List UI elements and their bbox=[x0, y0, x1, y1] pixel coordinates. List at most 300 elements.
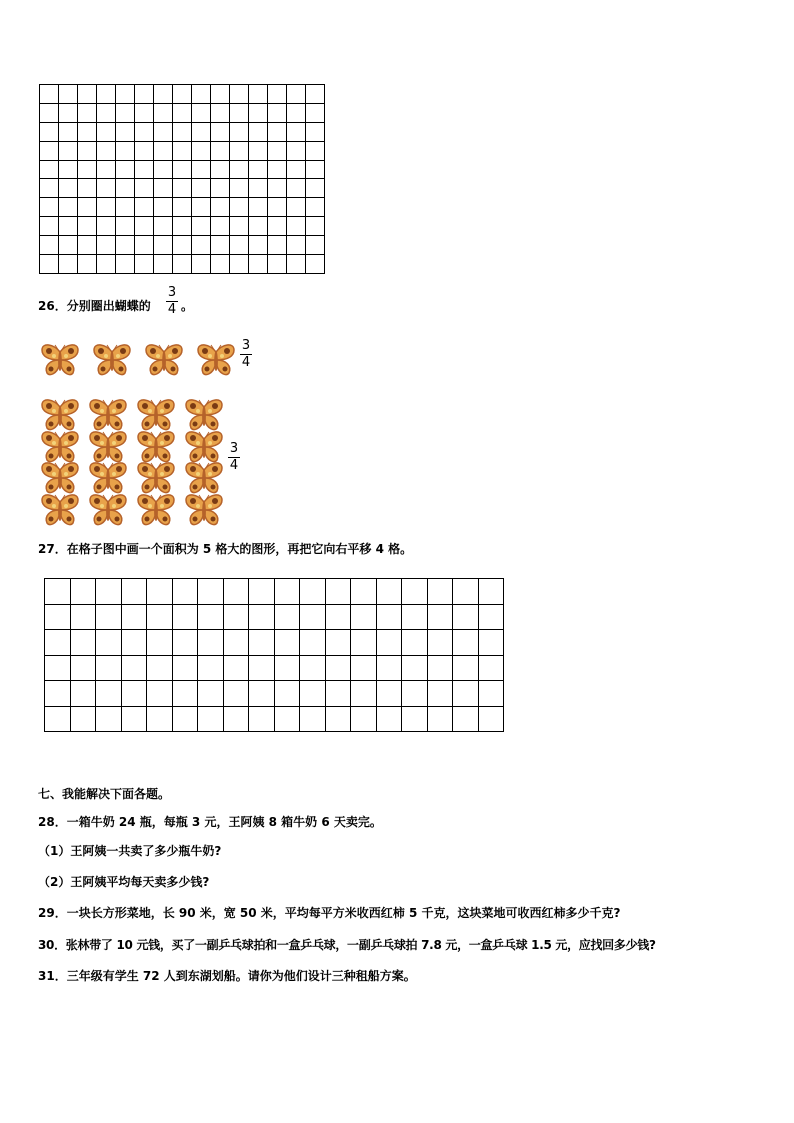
grid-cell bbox=[274, 604, 300, 630]
grid-cell bbox=[249, 85, 268, 104]
grid-cell bbox=[96, 630, 122, 656]
grid-cell bbox=[427, 579, 453, 605]
butterfly-group-2-fraction: 3 4 bbox=[229, 441, 239, 473]
grid-cell bbox=[306, 122, 325, 141]
grid-cell bbox=[173, 198, 192, 217]
grid-cell bbox=[59, 103, 78, 122]
grid-cell bbox=[173, 217, 192, 236]
grid-cell bbox=[300, 630, 326, 656]
grid-cell bbox=[306, 103, 325, 122]
grid-cell bbox=[78, 217, 97, 236]
grid-cell bbox=[192, 236, 211, 255]
grid-cell bbox=[268, 122, 287, 141]
grid-cell bbox=[287, 217, 306, 236]
grid-cell bbox=[173, 160, 192, 179]
grid-cell bbox=[402, 655, 428, 681]
grid-cell bbox=[135, 141, 154, 160]
grid-cell bbox=[121, 579, 147, 605]
grid-cell bbox=[230, 103, 249, 122]
grid-cell bbox=[154, 198, 173, 217]
grid-cell bbox=[173, 236, 192, 255]
grid-cell bbox=[325, 681, 351, 707]
grid-row bbox=[45, 706, 504, 732]
grid-cell bbox=[306, 160, 325, 179]
grid-cell bbox=[40, 179, 59, 198]
grid-cell bbox=[78, 255, 97, 274]
butterfly-icon bbox=[184, 492, 224, 528]
grid-cell bbox=[274, 681, 300, 707]
grid-cell bbox=[351, 681, 377, 707]
grid-cell bbox=[268, 255, 287, 274]
grid-cell bbox=[45, 681, 71, 707]
grid-cell bbox=[287, 122, 306, 141]
grid-cell bbox=[59, 141, 78, 160]
grid-cell bbox=[249, 630, 275, 656]
drawing-grid-top bbox=[39, 84, 325, 274]
grid-cell bbox=[453, 706, 479, 732]
grid-cell bbox=[116, 198, 135, 217]
grid-cell bbox=[59, 255, 78, 274]
grid-cell bbox=[97, 141, 116, 160]
grid-cell bbox=[70, 706, 96, 732]
grid-cell bbox=[154, 160, 173, 179]
grid-cell bbox=[40, 141, 59, 160]
grid-cell bbox=[198, 630, 224, 656]
question-30: 30．张林带了 10 元钱，买了一副乒乓球拍和一盒乒乓球，一副乒乓球拍 7.8 元，一盒乒乓球 1.5 元，应找回多少钱? bbox=[38, 938, 656, 952]
grid-cell bbox=[402, 681, 428, 707]
grid-cell bbox=[96, 655, 122, 681]
grid-cell bbox=[135, 198, 154, 217]
grid-cell bbox=[306, 217, 325, 236]
grid-cell bbox=[287, 85, 306, 104]
grid-cell bbox=[172, 630, 198, 656]
grid-cell bbox=[211, 198, 230, 217]
grid-cell bbox=[249, 103, 268, 122]
grid-cell bbox=[116, 217, 135, 236]
grid-row bbox=[40, 141, 325, 160]
grid-cell bbox=[268, 103, 287, 122]
grid-cell bbox=[173, 179, 192, 198]
grid-cell bbox=[40, 217, 59, 236]
grid-cell bbox=[40, 236, 59, 255]
grid-cell bbox=[427, 681, 453, 707]
grid-cell bbox=[172, 706, 198, 732]
grid-cell bbox=[223, 706, 249, 732]
grid-cell bbox=[376, 630, 402, 656]
question-26 bbox=[38, 298, 151, 314]
grid-cell bbox=[96, 604, 122, 630]
grid-cell bbox=[249, 236, 268, 255]
grid-cell bbox=[478, 630, 504, 656]
grid-cell bbox=[402, 706, 428, 732]
grid-row bbox=[40, 236, 325, 255]
grid-cell bbox=[198, 579, 224, 605]
grid-cell bbox=[249, 681, 275, 707]
grid-cell bbox=[230, 198, 249, 217]
grid-cell bbox=[45, 706, 71, 732]
grid-cell bbox=[78, 179, 97, 198]
grid-cell bbox=[40, 103, 59, 122]
drawing-grid-bottom bbox=[44, 578, 504, 732]
grid-cell bbox=[287, 179, 306, 198]
grid-row bbox=[40, 179, 325, 198]
grid-cell bbox=[287, 236, 306, 255]
grid-cell bbox=[96, 579, 122, 605]
grid-cell bbox=[135, 103, 154, 122]
butterfly-icon bbox=[92, 342, 132, 378]
grid-cell bbox=[287, 103, 306, 122]
grid-cell bbox=[453, 604, 479, 630]
grid-cell bbox=[116, 85, 135, 104]
grid-cell bbox=[325, 706, 351, 732]
grid-cell bbox=[192, 85, 211, 104]
grid-cell bbox=[306, 236, 325, 255]
grid-cell bbox=[135, 236, 154, 255]
grid-cell bbox=[351, 706, 377, 732]
grid-cell bbox=[249, 122, 268, 141]
grid-cell bbox=[427, 706, 453, 732]
grid-cell bbox=[135, 160, 154, 179]
grid-cell bbox=[402, 630, 428, 656]
grid-row bbox=[40, 85, 325, 104]
grid-cell bbox=[249, 160, 268, 179]
grid-cell bbox=[478, 681, 504, 707]
grid-cell bbox=[211, 217, 230, 236]
grid-row bbox=[40, 217, 325, 236]
grid-cell bbox=[121, 604, 147, 630]
question-28: 28．一箱牛奶 24 瓶，每瓶 3 元，王阿姨 8 箱牛奶 6 天卖完。 bbox=[38, 815, 382, 829]
grid-cell bbox=[135, 85, 154, 104]
grid-cell bbox=[376, 604, 402, 630]
fraction-denominator: 4 bbox=[167, 302, 177, 317]
grid-cell bbox=[70, 604, 96, 630]
grid-cell bbox=[59, 179, 78, 198]
grid-cell bbox=[59, 85, 78, 104]
grid-cell bbox=[154, 236, 173, 255]
grid-cell bbox=[427, 604, 453, 630]
grid-cell bbox=[147, 655, 173, 681]
grid-row bbox=[45, 579, 504, 605]
grid-cell bbox=[97, 122, 116, 141]
grid-cell bbox=[453, 630, 479, 656]
grid-cell bbox=[59, 122, 78, 141]
grid-cell bbox=[78, 236, 97, 255]
grid-cell bbox=[40, 85, 59, 104]
grid-cell bbox=[116, 255, 135, 274]
grid-cell bbox=[325, 604, 351, 630]
grid-cell bbox=[211, 122, 230, 141]
grid-cell bbox=[173, 122, 192, 141]
grid-cell bbox=[478, 604, 504, 630]
grid-cell bbox=[192, 103, 211, 122]
grid-cell bbox=[172, 681, 198, 707]
grid-cell bbox=[249, 217, 268, 236]
grid-cell bbox=[325, 655, 351, 681]
grid-cell bbox=[97, 217, 116, 236]
grid-cell bbox=[40, 198, 59, 217]
grid-cell bbox=[249, 706, 275, 732]
grid-cell bbox=[135, 179, 154, 198]
grid-cell bbox=[230, 179, 249, 198]
grid-cell bbox=[287, 160, 306, 179]
grid-cell bbox=[147, 681, 173, 707]
grid-cell bbox=[198, 681, 224, 707]
grid-cell bbox=[211, 236, 230, 255]
grid-cell bbox=[211, 85, 230, 104]
grid-cell bbox=[306, 85, 325, 104]
grid-cell bbox=[230, 236, 249, 255]
butterfly-icon bbox=[40, 342, 80, 378]
grid-cell bbox=[230, 255, 249, 274]
grid-cell bbox=[287, 141, 306, 160]
grid-cell bbox=[192, 160, 211, 179]
grid-cell bbox=[116, 141, 135, 160]
question-26-tail: 。 bbox=[181, 299, 194, 313]
grid-cell bbox=[211, 141, 230, 160]
grid-cell bbox=[173, 255, 192, 274]
grid-cell bbox=[230, 122, 249, 141]
grid-cell bbox=[70, 681, 96, 707]
question-26-fraction bbox=[166, 286, 178, 317]
grid-cell bbox=[306, 179, 325, 198]
grid-row bbox=[40, 122, 325, 141]
grid-cell bbox=[268, 179, 287, 198]
grid-cell bbox=[154, 141, 173, 160]
grid-cell bbox=[173, 103, 192, 122]
grid-cell bbox=[173, 141, 192, 160]
grid-cell bbox=[351, 630, 377, 656]
grid-cell bbox=[121, 630, 147, 656]
grid-cell bbox=[97, 198, 116, 217]
butterfly-icon bbox=[40, 492, 80, 528]
grid-cell bbox=[351, 604, 377, 630]
grid-cell bbox=[306, 198, 325, 217]
grid-cell bbox=[147, 579, 173, 605]
grid-cell bbox=[249, 604, 275, 630]
grid-cell bbox=[97, 179, 116, 198]
grid-cell bbox=[45, 655, 71, 681]
grid-cell bbox=[268, 198, 287, 217]
grid-cell bbox=[97, 236, 116, 255]
grid-cell bbox=[306, 141, 325, 160]
grid-cell bbox=[274, 706, 300, 732]
butterfly-icon bbox=[88, 492, 128, 528]
butterfly-icon bbox=[136, 492, 176, 528]
grid-cell bbox=[173, 85, 192, 104]
grid-cell bbox=[351, 579, 377, 605]
grid-cell bbox=[154, 179, 173, 198]
grid-cell bbox=[121, 655, 147, 681]
grid-cell bbox=[211, 255, 230, 274]
grid-cell bbox=[402, 604, 428, 630]
grid-cell bbox=[211, 179, 230, 198]
grid-cell bbox=[45, 579, 71, 605]
grid-cell bbox=[121, 681, 147, 707]
grid-cell bbox=[78, 122, 97, 141]
grid-cell bbox=[249, 179, 268, 198]
grid-cell bbox=[40, 122, 59, 141]
grid-row bbox=[40, 160, 325, 179]
grid-cell bbox=[306, 255, 325, 274]
grid-cell bbox=[230, 160, 249, 179]
grid-cell bbox=[268, 160, 287, 179]
butterfly-icon bbox=[144, 342, 184, 378]
grid-cell bbox=[70, 655, 96, 681]
grid-cell bbox=[192, 179, 211, 198]
grid-cell bbox=[268, 141, 287, 160]
grid-cell bbox=[223, 604, 249, 630]
grid-cell bbox=[249, 141, 268, 160]
grid-cell bbox=[154, 85, 173, 104]
grid-cell bbox=[78, 141, 97, 160]
grid-cell bbox=[192, 255, 211, 274]
grid-cell bbox=[172, 655, 198, 681]
grid-cell bbox=[172, 604, 198, 630]
grid-cell bbox=[376, 681, 402, 707]
grid-cell bbox=[223, 655, 249, 681]
grid-cell bbox=[249, 579, 275, 605]
grid-cell bbox=[154, 122, 173, 141]
grid-cell bbox=[116, 179, 135, 198]
grid-cell bbox=[97, 85, 116, 104]
grid-cell bbox=[59, 217, 78, 236]
grid-cell bbox=[198, 655, 224, 681]
question-28-part-2: （2）王阿姨平均每天卖多少钱? bbox=[38, 875, 210, 889]
question-29: 29．一块长方形菜地，长 90 米，宽 50 米，平均每平方米收西红柿 5 千克，这块菜地可收西红柿多少千克? bbox=[38, 906, 621, 920]
grid-cell bbox=[97, 103, 116, 122]
grid-cell bbox=[274, 579, 300, 605]
grid-cell bbox=[96, 706, 122, 732]
grid-cell bbox=[478, 706, 504, 732]
question-26-text: 26．分别圈出蝴蝶的 bbox=[38, 299, 151, 313]
grid-cell bbox=[453, 579, 479, 605]
grid-cell bbox=[453, 655, 479, 681]
grid-cell bbox=[59, 236, 78, 255]
grid-cell bbox=[249, 655, 275, 681]
grid-cell bbox=[147, 604, 173, 630]
grid-row bbox=[45, 604, 504, 630]
grid-cell bbox=[427, 655, 453, 681]
grid-cell bbox=[300, 655, 326, 681]
grid-cell bbox=[97, 160, 116, 179]
grid-row bbox=[45, 655, 504, 681]
grid-row bbox=[40, 103, 325, 122]
grid-cell bbox=[274, 630, 300, 656]
grid-row bbox=[40, 198, 325, 217]
section-7-title: 七、我能解决下面各题。 bbox=[38, 787, 171, 801]
grid-cell bbox=[78, 160, 97, 179]
question-27: 27．在格子图中画一个面积为 5 格大的图形，再把它向右平移 4 格。 bbox=[38, 542, 413, 556]
grid-cell bbox=[116, 122, 135, 141]
grid-cell bbox=[287, 198, 306, 217]
grid-cell bbox=[172, 579, 198, 605]
grid-cell bbox=[230, 217, 249, 236]
grid-cell bbox=[70, 630, 96, 656]
grid-cell bbox=[78, 198, 97, 217]
question-28-part-1: （1）王阿姨一共卖了多少瓶牛奶? bbox=[38, 844, 222, 858]
grid-cell bbox=[268, 85, 287, 104]
grid-cell bbox=[300, 681, 326, 707]
grid-cell bbox=[192, 198, 211, 217]
grid-cell bbox=[230, 85, 249, 104]
grid-cell bbox=[192, 122, 211, 141]
grid-cell bbox=[121, 706, 147, 732]
grid-cell bbox=[287, 255, 306, 274]
grid-cell bbox=[325, 630, 351, 656]
grid-cell bbox=[116, 160, 135, 179]
grid-cell bbox=[300, 706, 326, 732]
grid-cell bbox=[376, 579, 402, 605]
grid-cell bbox=[351, 655, 377, 681]
grid-cell bbox=[135, 217, 154, 236]
grid-cell bbox=[300, 604, 326, 630]
grid-cell bbox=[116, 236, 135, 255]
grid-cell bbox=[198, 706, 224, 732]
grid-cell bbox=[300, 579, 326, 605]
grid-cell bbox=[376, 655, 402, 681]
grid-cell bbox=[154, 103, 173, 122]
grid-cell bbox=[147, 630, 173, 656]
grid-cell bbox=[427, 630, 453, 656]
grid-cell bbox=[147, 706, 173, 732]
grid-cell bbox=[376, 706, 402, 732]
grid-cell bbox=[97, 255, 116, 274]
grid-cell bbox=[223, 630, 249, 656]
grid-row bbox=[40, 255, 325, 274]
grid-cell bbox=[116, 103, 135, 122]
grid-cell bbox=[230, 141, 249, 160]
grid-row bbox=[45, 681, 504, 707]
question-31: 31．三年级有学生 72 人到东湖划船。请你为他们设计三种租船方案。 bbox=[38, 969, 416, 983]
grid-cell bbox=[249, 198, 268, 217]
grid-cell bbox=[223, 681, 249, 707]
grid-cell bbox=[325, 579, 351, 605]
grid-cell bbox=[478, 655, 504, 681]
grid-cell bbox=[59, 160, 78, 179]
grid-cell bbox=[70, 579, 96, 605]
grid-cell bbox=[40, 160, 59, 179]
butterfly-icon bbox=[196, 342, 236, 378]
grid-cell bbox=[192, 217, 211, 236]
grid-row bbox=[45, 630, 504, 656]
grid-cell bbox=[211, 160, 230, 179]
grid-cell bbox=[402, 579, 428, 605]
grid-cell bbox=[45, 604, 71, 630]
grid-cell bbox=[135, 122, 154, 141]
grid-cell bbox=[274, 655, 300, 681]
grid-cell bbox=[78, 103, 97, 122]
grid-cell bbox=[154, 217, 173, 236]
grid-cell bbox=[223, 579, 249, 605]
grid-cell bbox=[478, 579, 504, 605]
grid-cell bbox=[249, 255, 268, 274]
grid-cell bbox=[268, 217, 287, 236]
grid-cell bbox=[78, 85, 97, 104]
grid-cell bbox=[198, 604, 224, 630]
grid-cell bbox=[45, 630, 71, 656]
grid-cell bbox=[40, 255, 59, 274]
grid-cell bbox=[59, 198, 78, 217]
butterfly-group-1-fraction: 3 4 bbox=[241, 338, 251, 370]
grid-cell bbox=[268, 236, 287, 255]
grid-cell bbox=[453, 681, 479, 707]
grid-cell bbox=[211, 103, 230, 122]
grid-cell bbox=[96, 681, 122, 707]
grid-cell bbox=[154, 255, 173, 274]
grid-cell bbox=[192, 141, 211, 160]
fraction-numerator: 3 bbox=[167, 285, 177, 300]
grid-cell bbox=[135, 255, 154, 274]
